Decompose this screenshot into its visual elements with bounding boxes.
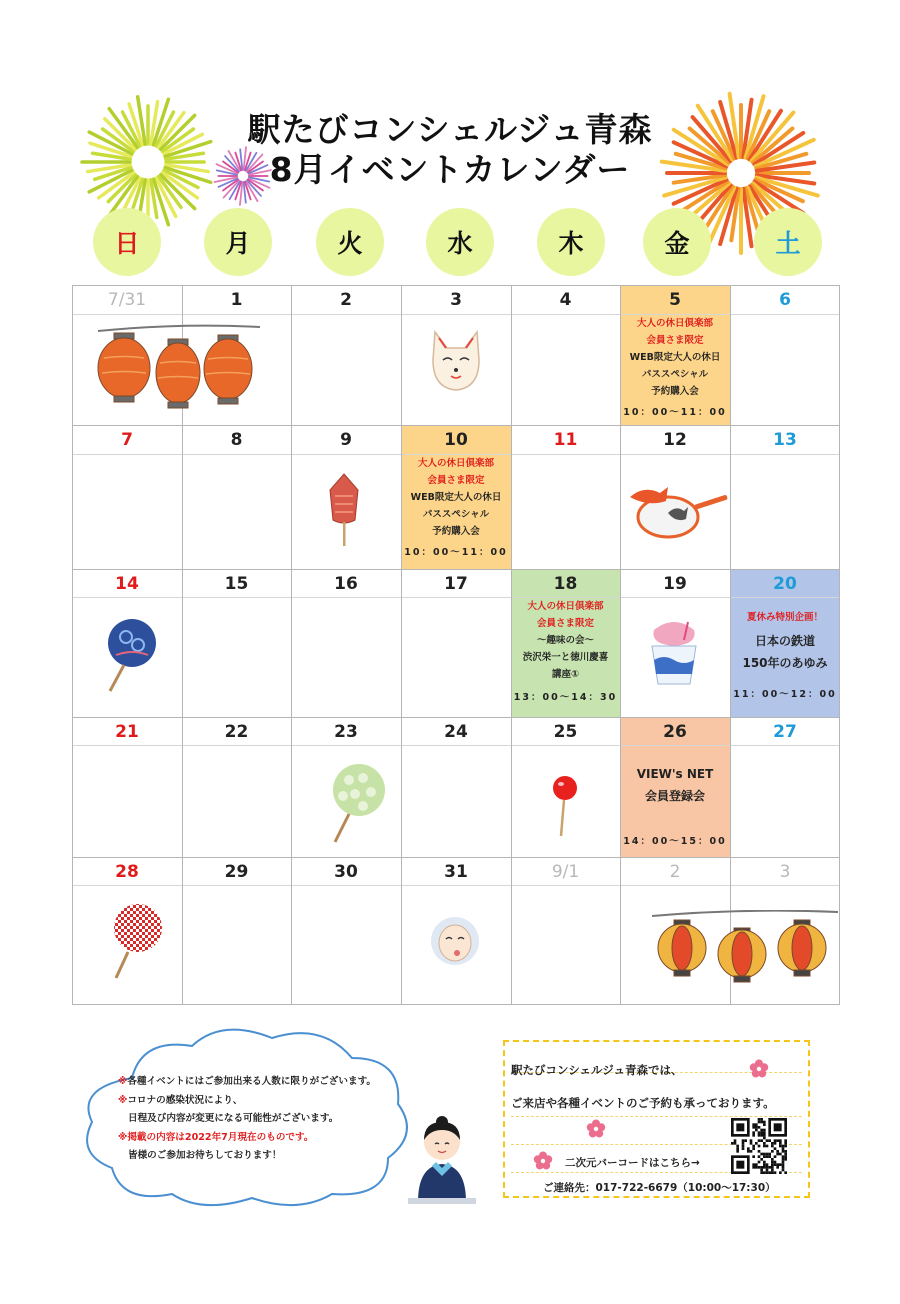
day-number: 31 xyxy=(444,861,468,882)
hyottoko-mask-icon xyxy=(427,913,483,969)
note-mark: ※ xyxy=(118,1076,128,1087)
event-line: WEB限定大人の休日 xyxy=(410,492,502,503)
qr-code-icon xyxy=(731,1118,787,1174)
fox-mask-icon xyxy=(429,330,483,392)
event-club: 大人の休日倶楽部 xyxy=(417,458,494,469)
contact-line1: 駅たびコンシェルジュ青森では、 xyxy=(511,1063,683,1077)
day-number: 2 xyxy=(340,289,352,310)
event-time: 11：00～12：00 xyxy=(733,689,837,700)
contact-phone: ご連絡先：017-722-6679（10:00～17:30） xyxy=(543,1182,776,1194)
event-aug26 xyxy=(620,763,730,850)
day-number: 7/31 xyxy=(107,289,147,310)
event-aug5 xyxy=(620,315,730,421)
note-mark: ※ xyxy=(118,1094,128,1106)
day-number: 5 xyxy=(669,289,681,310)
day-number: 27 xyxy=(773,721,797,742)
event-aug10 xyxy=(401,455,511,561)
day-number: 9 xyxy=(340,429,352,450)
event-members: 会員さま限定 xyxy=(427,475,485,486)
page-subtitle: 8月イベントカレンダー xyxy=(269,150,631,189)
event-time: 14：00～15：00 xyxy=(623,836,727,847)
event-line: パススペシャル xyxy=(641,369,709,380)
event-line: 会員登録会 xyxy=(644,789,705,803)
squid-skewer-icon xyxy=(327,472,361,548)
event-time: 10：00～11：00 xyxy=(623,407,727,418)
event-line: 日本の鉄道 xyxy=(754,634,815,648)
uchiwa-fan-icon xyxy=(327,760,387,845)
day-number: 18 xyxy=(553,573,578,594)
qr-label: 二次元バーコードはこちら→ xyxy=(565,1157,700,1169)
event-members: 会員さま限定 xyxy=(646,335,704,346)
weekday-sun: 日 xyxy=(93,208,161,276)
sakura-icon xyxy=(532,1150,554,1172)
day-number: 22 xyxy=(224,721,249,742)
day-number: 12 xyxy=(663,429,687,450)
contact-line2: ご来店や各種イベントのご予約も承っております。 xyxy=(511,1096,775,1110)
notes-text xyxy=(118,1073,376,1166)
weekday-sat: 土 xyxy=(754,208,822,276)
event-line: 予約購入会 xyxy=(651,386,699,397)
staff-illustration xyxy=(404,1116,480,1206)
day-number: 9/1 xyxy=(551,861,580,882)
event-line: WEB限定大人の休日 xyxy=(629,352,721,363)
day-number: 29 xyxy=(224,861,249,882)
event-headline: 夏休み特別企画！ xyxy=(746,612,823,623)
day-number: 28 xyxy=(115,861,139,882)
event-line: パススペシャル xyxy=(422,509,490,520)
day-number: 4 xyxy=(559,289,572,310)
day-number: 13 xyxy=(773,429,797,450)
calendar-grid xyxy=(72,285,840,1005)
note-line: 皆様のご参加お待ちしております！ xyxy=(128,1150,282,1161)
weekday-fri: 金 xyxy=(643,208,711,276)
event-aug18 xyxy=(511,598,620,706)
day-number: 30 xyxy=(334,861,358,882)
event-time: 10：00～11：00 xyxy=(404,547,508,558)
day-number: 3 xyxy=(450,289,462,310)
day-number: 1 xyxy=(230,289,243,310)
event-line: 渋沢栄一と徳川慶喜 xyxy=(522,652,609,663)
day-number: 19 xyxy=(663,573,687,594)
note-line: 日程及び内容が変更になる可能性がございます。 xyxy=(128,1113,339,1124)
day-number: 25 xyxy=(553,721,578,742)
event-members: 会員さま限定 xyxy=(536,618,594,629)
sakura-icon xyxy=(585,1118,607,1140)
event-line: 予約購入会 xyxy=(432,526,480,537)
day-number: 10 xyxy=(444,429,468,450)
event-line: ～趣味の会～ xyxy=(536,635,594,646)
uchiwa-fan-icon xyxy=(106,902,166,980)
day-number: 11 xyxy=(553,429,578,450)
lantern-icon xyxy=(650,910,840,990)
candy-apple-icon xyxy=(550,772,580,838)
page-title: 駅たびコンシェルジュ青森 xyxy=(247,110,653,149)
note-line: 各種イベントにはご参加出来る人数に限りがございます。 xyxy=(127,1076,376,1087)
weekday-tue: 火 xyxy=(316,208,384,276)
lantern-icon xyxy=(94,323,264,413)
weekday-thu: 木 xyxy=(537,208,605,276)
day-number: 7 xyxy=(121,429,133,450)
day-number: 14 xyxy=(115,573,139,594)
day-number: 6 xyxy=(779,289,791,310)
goldfish-scoop-icon xyxy=(624,475,728,545)
note-line: ※掲載の内容は2022年7月現在のものです。 xyxy=(118,1131,314,1143)
day-number: 2 xyxy=(669,861,681,882)
weekday-mon: 月 xyxy=(204,208,272,276)
event-line: 150年のあゆみ xyxy=(742,656,828,670)
event-aug20 xyxy=(730,609,840,703)
event-line: VIEW's NET xyxy=(636,767,714,781)
day-number: 21 xyxy=(115,721,139,742)
day-number: 23 xyxy=(334,721,358,742)
uchiwa-fan-icon xyxy=(102,615,158,695)
day-number: 20 xyxy=(773,573,797,594)
sakura-icon xyxy=(748,1058,770,1080)
day-number: 17 xyxy=(444,573,468,594)
weekday-wed: 水 xyxy=(426,208,494,276)
event-club: 大人の休日倶楽部 xyxy=(636,318,713,329)
day-number: 8 xyxy=(230,429,243,450)
contact-box xyxy=(503,1040,810,1198)
note-line: コロナの感染状況により、 xyxy=(127,1094,243,1106)
day-number: 15 xyxy=(224,573,249,594)
event-line: 講座① xyxy=(551,669,580,680)
day-number: 16 xyxy=(334,573,358,594)
day-number: 3 xyxy=(779,861,791,882)
day-number: 24 xyxy=(444,721,468,742)
shaved-ice-icon xyxy=(644,620,704,690)
event-time: 13：00～14：30 xyxy=(513,692,618,703)
day-number: 26 xyxy=(663,721,687,742)
event-club: 大人の休日倶楽部 xyxy=(527,601,604,612)
